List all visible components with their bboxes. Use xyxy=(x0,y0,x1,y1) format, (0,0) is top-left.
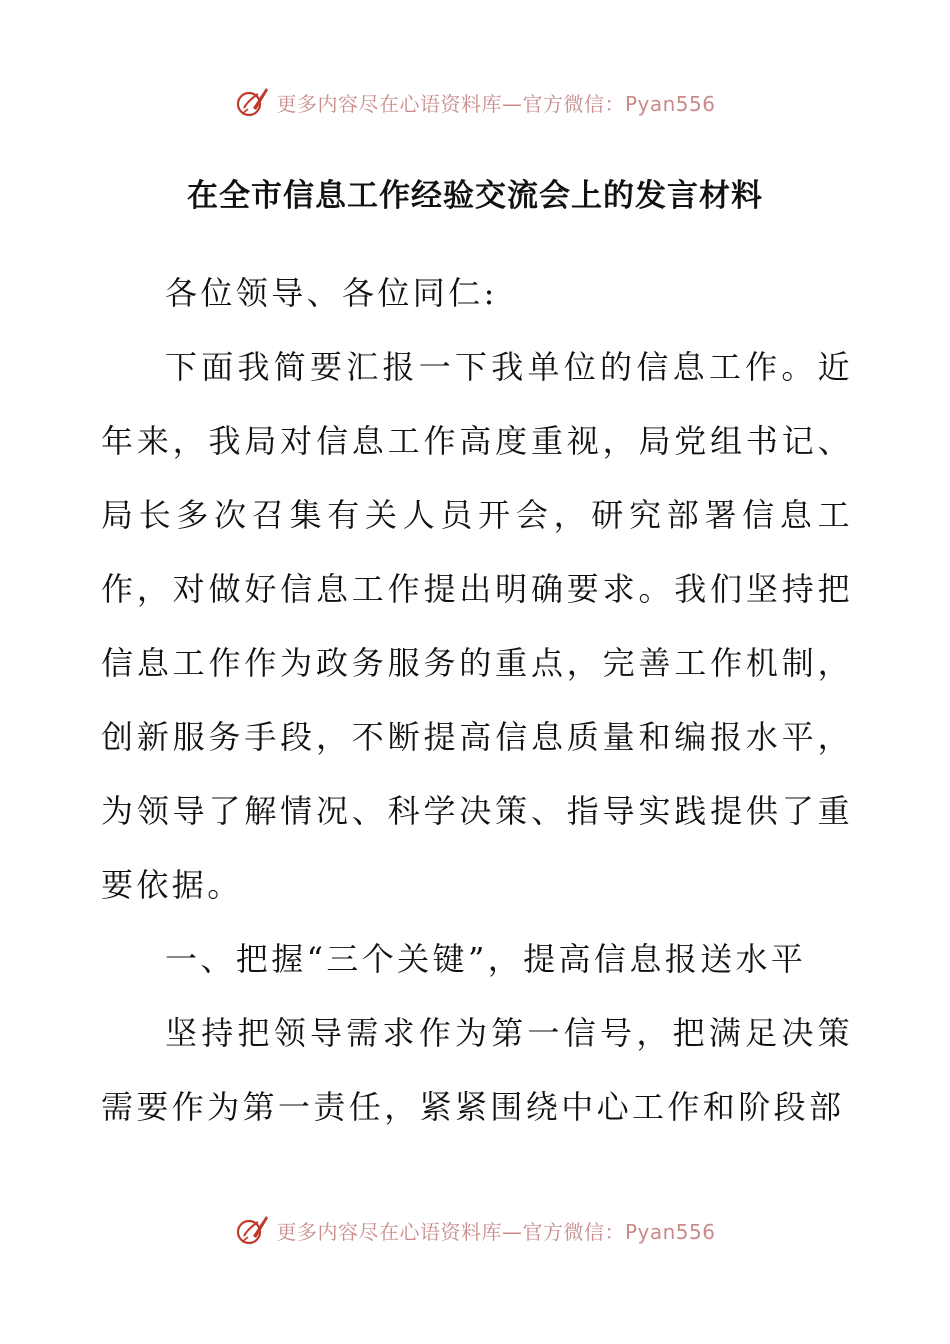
paragraph: 下面我简要汇报一下我单位的信息工作。近年来，我局对信息工作高度重视，局党组书记、局长多次召集有关人员开会，研究部署信息工作，对做好信息工作提出明确要求。我们坚持把信息工作作为政务服务的重点，完善工作机制，创新服务手段，不断提高信息质量和编报水平，为领导了解情况、科学决策、指导实践提供了重要依据。 xyxy=(101,348,853,904)
quill-pen-logo-icon xyxy=(234,1212,270,1248)
section-heading: 一、把握“三个关键”，提高信息报送水平 xyxy=(165,940,807,978)
header-banner-text: 更多内容尽在心语资料库—官方微信：Pyan556 xyxy=(276,91,716,116)
document-title: 在全市信息工作经验交流会上的发言材料 xyxy=(187,178,763,214)
footer-banner-text: 更多内容尽在心语资料库—官方微信：Pyan556 xyxy=(276,1219,716,1244)
footer-watermark-banner xyxy=(0,1208,950,1252)
quill-pen-logo-icon xyxy=(234,84,270,120)
header-watermark-banner xyxy=(0,80,950,124)
salutation: 各位领导、各位同仁: xyxy=(165,274,498,312)
paragraph: 坚持把领导需求作为第一信号，把满足决策需要作为第一责任，紧紧围绕中心工作和阶段部 xyxy=(101,1014,853,1126)
document-body xyxy=(101,256,853,1144)
